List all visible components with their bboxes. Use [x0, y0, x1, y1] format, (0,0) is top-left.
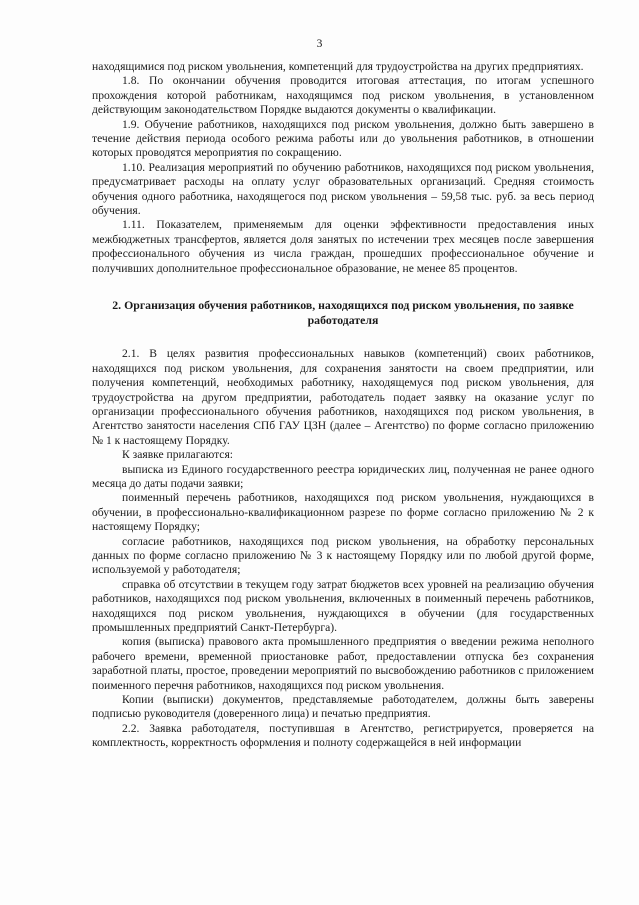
attachment-item: справка об отсутствии в текущем году затрат бюджетов всех уровней на реализацию обучения работников, находящихся под риском увольнения, включенных в поименный перечень работников, находящихся под риском увольнения, нуждающихся в обучении (для государственных промышленных предприятий Санкт-Петербурга). — [92, 577, 594, 634]
paragraph-1-8: 1.8. По окончании обучения проводится итоговая аттестация, по итогам успешного прохождения которой работникам, находящимся под риском увольнения, в установленном действующим законодательством Порядке выдаются документы о квалификации. — [92, 74, 594, 117]
attachment-item: копия (выписка) правового акта промышленного предприятия о введении режима неполного рабочего времени, временной приостановке работ, предоставлении отпуска без сохранения заработной платы, простое, проведении мероприятий по высвобождению работников с приложением поименного перечня работников, находящихся под риском увольнения. — [92, 635, 594, 692]
section-1-continuation — [92, 60, 594, 276]
paragraph-1-9: 1.9. Обучение работников, находящихся под риском увольнения, должно быть завершено в течение действия периода особого режима работы или до увольнения работников, в отношении которых проводятся мероприятия по сокращению. — [92, 117, 594, 160]
document-body — [92, 60, 594, 751]
copies-certification-note: Копии (выписки) документов, представляемые работодателем, должны быть заверены подписью руководителя (доверенного лица) и печатью предприятия. — [92, 693, 594, 721]
paragraph-1-10: 1.10. Реализация мероприятий по обучению работников, находящихся под риском увольнения, предусматривает расходы на оплату услуг образовательных организаций. Средняя стоимость обучения одного работника, находящегося под риском увольнения – 59,58 тыс. руб. за весь период обучения. — [92, 160, 594, 218]
attachment-item: поименный перечень работников, находящихся под риском увольнения, нуждающихся в обучении, в профессионально-квалификационном разрезе по форме согласно приложению № 2 к настоящему Порядку; — [92, 491, 594, 534]
attachment-item: выписка из Единого государственного реестра юридических лиц, полученная не ранее одного месяца до даты подачи заявки; — [92, 462, 594, 490]
paragraph: находящимися под риском увольнения, компетенций для трудоустройства на других предприятиях. — [92, 60, 584, 73]
section-2-body — [92, 347, 594, 750]
attachment-item: согласие работников, находящихся под риском увольнения, на обработку персональных данных по форме согласно приложению № 3 к настоящему Порядку или по любой другой форме, используемой у работодателя; — [92, 534, 594, 577]
attachments-intro: К заявке прилагаются: — [122, 448, 234, 462]
paragraph-1-11: 1.11. Показателем, применяемым для оценки эффективности предоставления иных межбюджетных трансфертов, является доля занятых по истечении трех месяцев после завершения профессионального обучения из числа граждан, прошедших профессиональное обучение и получивших дополнительное профессиональное образование, не менее 85 процентов. — [92, 218, 594, 275]
page-number: 3 — [316, 38, 323, 50]
paragraph-2-1: 2.1. В целях развития профессиональных навыков (компетенций) своих работников, находящихся под риском увольнения, для сохранения занятости на своем предприятии, или получения компетенций, необходимых работнику, находящемуся под риском увольнения, для трудоустройства на другом предприятии, работодатель подает заявку на оказание услуг по организации профессионального обучения работников, находящихся под риском увольнения, в Агентство занятости населения СПб ГАУ ЦЗН (далее – Агентство) по форме согласно приложению № 1 к настоящему Порядку. — [92, 347, 594, 447]
paragraph-2-2: 2.2. Заявка работодателя, поступившая в Агентство, регистрируется, проверяется на комплектность, корректность оформления и полноту содержащейся в ней информации — [92, 721, 594, 750]
section-2-heading: 2. Организация обучения работников, находящихся под риском увольнения, по заявке работодателя — [112, 298, 574, 327]
